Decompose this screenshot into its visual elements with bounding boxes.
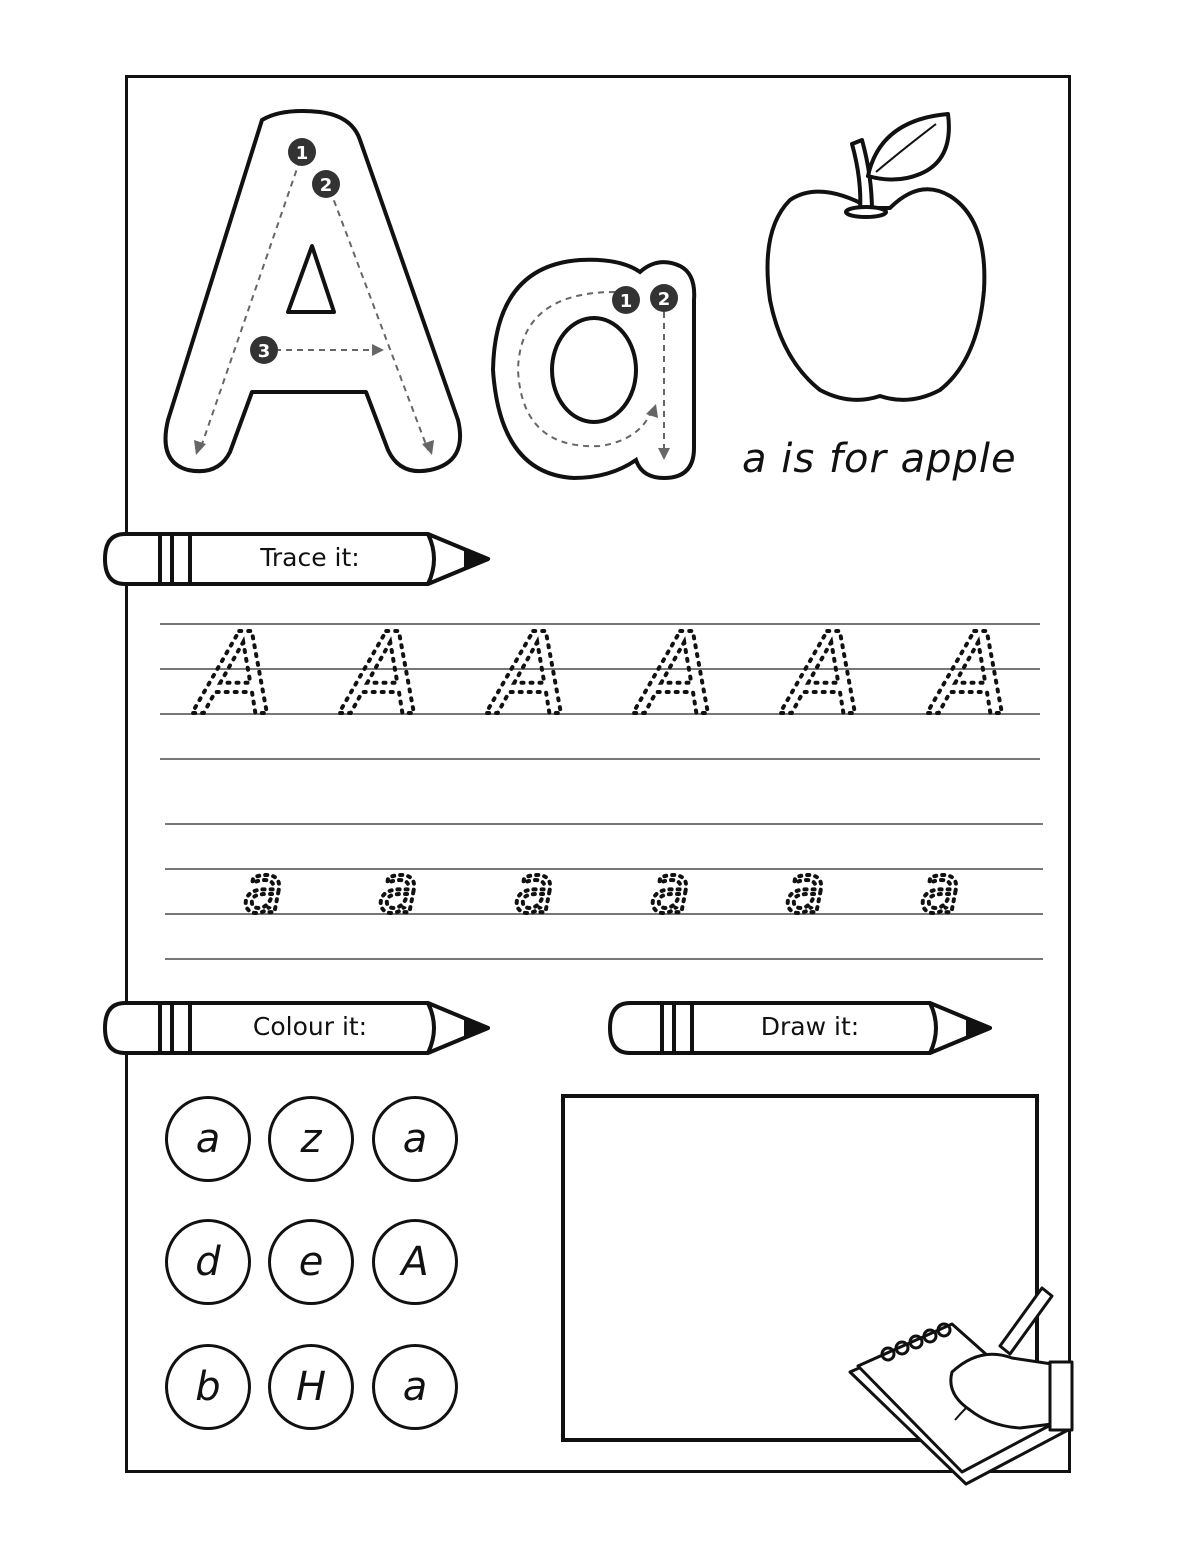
colour-bubble[interactable]: A <box>372 1219 458 1305</box>
trace-section-label: Trace it: <box>260 543 360 572</box>
trace-letter: a <box>378 851 419 928</box>
colour-bubble[interactable]: z <box>268 1096 354 1182</box>
colour-section-label: Colour it: <box>252 1012 368 1041</box>
stroke-number: 2 <box>319 175 333 196</box>
colour-bubble[interactable]: a <box>165 1096 251 1182</box>
trace-letter: a <box>920 851 961 928</box>
trace-letter: a <box>785 851 826 928</box>
trace-letter: A <box>639 610 716 740</box>
stroke-number: 1 <box>295 143 309 164</box>
trace-letter: A <box>345 610 422 740</box>
picture-caption: a is for apple <box>742 436 1017 482</box>
colour-bubble[interactable]: a <box>372 1096 458 1182</box>
trace-letter: A <box>492 610 569 740</box>
stroke-number: 1 <box>619 291 633 312</box>
colour-bubble[interactable]: b <box>165 1344 251 1430</box>
trace-letter: a <box>514 851 555 928</box>
draw-section-label: Draw it: <box>760 1012 860 1041</box>
trace-letter: A <box>786 610 863 740</box>
colour-bubble[interactable]: a <box>372 1344 458 1430</box>
colour-bubble[interactable]: d <box>165 1219 251 1305</box>
trace-letter: A <box>198 610 275 740</box>
trace-letter: a <box>650 851 691 928</box>
stroke-number: 3 <box>257 341 271 362</box>
colour-bubble[interactable]: e <box>268 1219 354 1305</box>
trace-letter: a <box>243 851 284 928</box>
colour-bubble[interactable]: H <box>268 1344 354 1430</box>
stroke-number: 2 <box>657 289 671 310</box>
trace-letter: A <box>933 610 1010 740</box>
